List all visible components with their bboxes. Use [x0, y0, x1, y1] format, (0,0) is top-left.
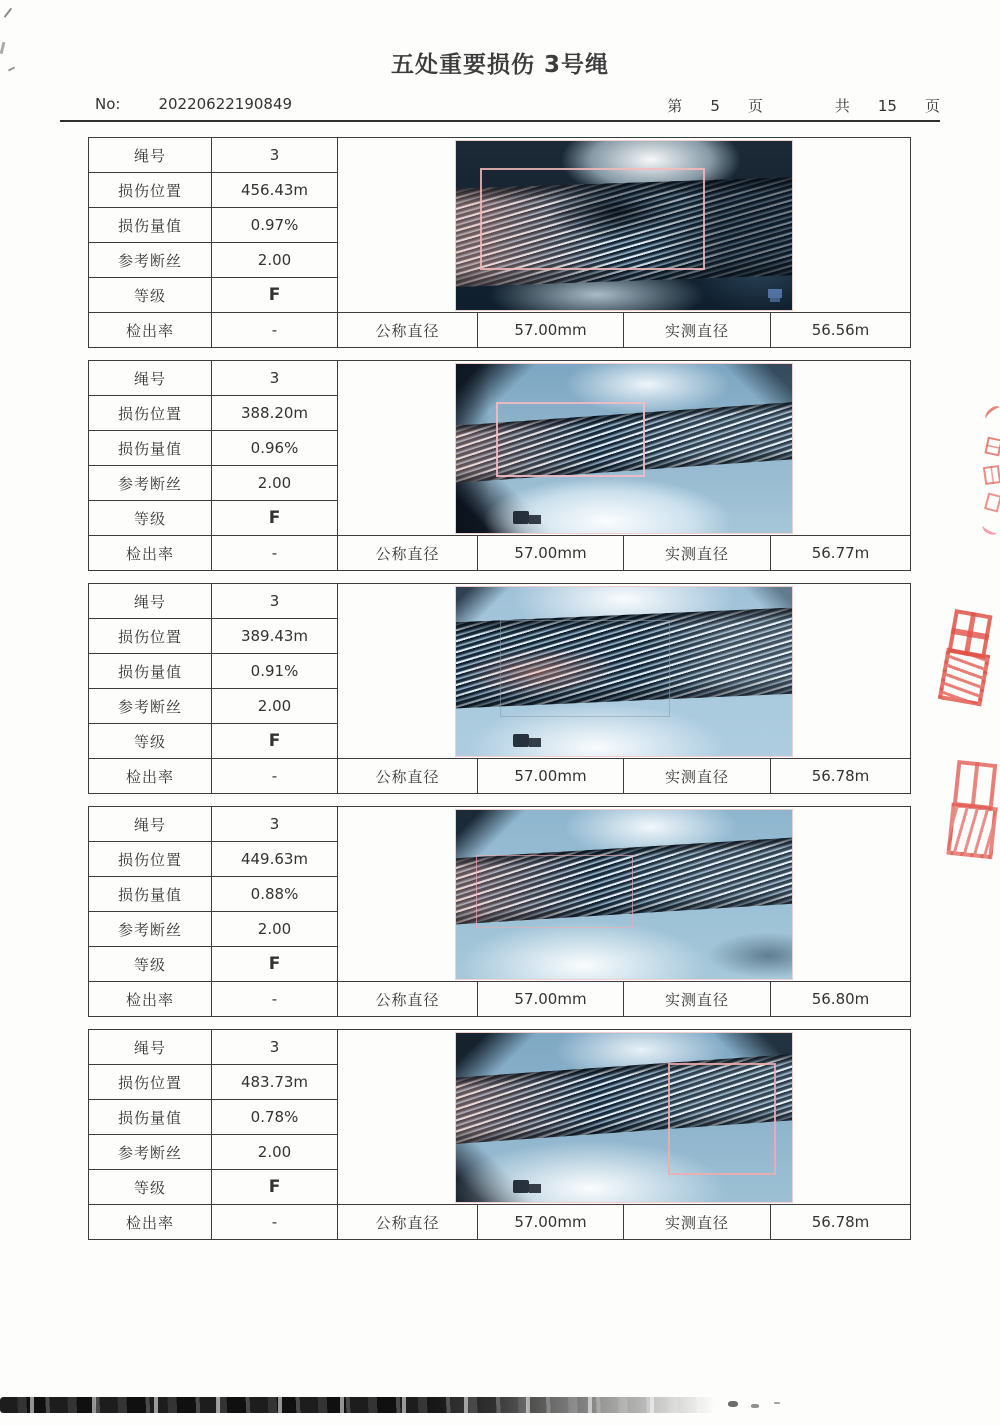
detection-rate-value: -	[212, 759, 338, 794]
measured-diameter-value: 56.80m	[771, 982, 911, 1017]
photo-smudge	[513, 511, 529, 524]
damage-table	[88, 806, 911, 1017]
page-word-ye2: 页	[924, 97, 940, 115]
damage-annotation-box	[496, 402, 644, 477]
damage-position-value: 456.43m	[212, 173, 338, 208]
damage-value-value: 0.96%	[212, 431, 338, 466]
rope-photo-cell	[338, 1030, 911, 1205]
damage-annotation-box	[476, 855, 633, 928]
damage-value-label: 损伤量值	[89, 431, 212, 466]
ref-broken-wires-value: 2.00	[212, 1135, 338, 1170]
nominal-diameter-label: 公称直径	[338, 536, 478, 571]
measured-diameter-value: 56.78m	[771, 759, 911, 794]
rope-photo	[455, 1032, 793, 1203]
rope-no-value: 3	[212, 138, 338, 173]
rope-photo	[455, 586, 793, 757]
ref-broken-wires-value: 2.00	[212, 689, 338, 724]
ref-broken-wires-value: 2.00	[212, 466, 338, 501]
rope-photo-cell	[338, 361, 911, 536]
measured-diameter-label: 实测直径	[624, 1205, 771, 1240]
measured-diameter-value: 56.56m	[771, 313, 911, 348]
damage-annotation-box	[668, 1063, 776, 1175]
rope-no-label: 绳号	[89, 361, 212, 396]
nominal-diameter-label: 公称直径	[338, 982, 478, 1017]
detection-rate-value: -	[212, 1205, 338, 1240]
damage-annotation-box	[500, 620, 670, 717]
damage-position-label: 损伤位置	[89, 842, 212, 877]
damage-position-value: 483.73m	[212, 1065, 338, 1100]
photo-smudge	[513, 734, 529, 747]
page-word-ye: 页	[747, 97, 763, 115]
page-total: 15	[877, 97, 897, 115]
damage-position-value: 449.63m	[212, 842, 338, 877]
red-stamp-fragment	[947, 609, 992, 659]
detection-rate-value: -	[212, 982, 338, 1017]
ref-broken-wires-label: 参考断丝	[89, 1135, 212, 1170]
detection-rate-value: -	[212, 313, 338, 348]
grade-value: F	[212, 947, 338, 982]
damage-record-2	[88, 360, 911, 571]
damage-position-value: 389.43m	[212, 619, 338, 654]
grade-value: F	[212, 501, 338, 536]
damage-record-3	[88, 583, 911, 794]
grade-label: 等级	[89, 501, 212, 536]
rope-photo-cell	[338, 584, 911, 759]
damage-value-value: 0.78%	[212, 1100, 338, 1135]
ref-broken-wires-value: 2.00	[212, 912, 338, 947]
damage-record-4	[88, 806, 911, 1017]
measured-diameter-label: 实测直径	[624, 982, 771, 1017]
detection-rate-label: 检出率	[89, 1205, 212, 1240]
nominal-diameter-value: 57.00mm	[478, 982, 624, 1017]
damage-value-label: 损伤量值	[89, 654, 212, 689]
nominal-diameter-label: 公称直径	[338, 759, 478, 794]
rope-no-label: 绳号	[89, 1030, 212, 1065]
red-stamp-fragment	[946, 803, 997, 860]
nominal-diameter-label: 公称直径	[338, 1205, 478, 1240]
damage-value-label: 损伤量值	[89, 1100, 212, 1135]
ref-broken-wires-label: 参考断丝	[89, 689, 212, 724]
damage-record-1	[88, 137, 911, 348]
document-header	[95, 95, 940, 116]
nominal-diameter-value: 57.00mm	[478, 313, 624, 348]
nominal-diameter-value: 57.00mm	[478, 759, 624, 794]
red-stamp-fragment	[953, 760, 998, 810]
red-stamp-fragment	[984, 492, 1000, 512]
damage-position-label: 损伤位置	[89, 173, 212, 208]
damage-table	[88, 583, 911, 794]
photo-smudge	[513, 1180, 529, 1193]
doc-number-value: 20220622190849	[158, 95, 293, 113]
damage-value-value: 0.97%	[212, 208, 338, 243]
rope-no-label: 绳号	[89, 138, 212, 173]
damage-value-value: 0.91%	[212, 654, 338, 689]
measured-diameter-value: 56.77m	[771, 536, 911, 571]
ref-broken-wires-label: 参考断丝	[89, 466, 212, 501]
damage-position-label: 损伤位置	[89, 396, 212, 431]
header-rule	[60, 120, 940, 122]
detection-rate-label: 检出率	[89, 982, 212, 1017]
measured-diameter-label: 实测直径	[624, 313, 771, 348]
nominal-diameter-label: 公称直径	[338, 313, 478, 348]
red-stamp-fragment	[984, 437, 1000, 457]
grade-label: 等级	[89, 724, 212, 759]
rope-no-label: 绳号	[89, 584, 212, 619]
page-title: 五处重要损伤 3号绳	[390, 52, 609, 78]
doc-number-group	[95, 95, 292, 116]
red-stamp-fragment	[983, 465, 1000, 485]
damage-position-label: 损伤位置	[89, 1065, 212, 1100]
damage-annotation-box	[480, 168, 706, 270]
ref-broken-wires-label: 参考断丝	[89, 912, 212, 947]
detection-rate-label: 检出率	[89, 759, 212, 794]
damage-table	[88, 1029, 911, 1240]
damage-position-value: 388.20m	[212, 396, 338, 431]
page-indicator	[667, 95, 940, 116]
detection-rate-label: 检出率	[89, 536, 212, 571]
ref-broken-wires-value: 2.00	[212, 243, 338, 278]
grade-value: F	[212, 278, 338, 313]
grade-label: 等级	[89, 1170, 212, 1205]
damage-position-label: 损伤位置	[89, 619, 212, 654]
page-word-di: 第	[667, 97, 683, 115]
grade-label: 等级	[89, 947, 212, 982]
rope-photo-cell	[338, 807, 911, 982]
damage-table	[88, 137, 911, 348]
red-stamp-fragment	[981, 521, 1000, 537]
rope-photo	[455, 809, 793, 980]
rope-no-value: 3	[212, 361, 338, 396]
damage-table	[88, 360, 911, 571]
red-stamp-fragment	[982, 404, 1000, 423]
grade-label: 等级	[89, 278, 212, 313]
measured-diameter-label: 实测直径	[624, 759, 771, 794]
page-number: 5	[710, 97, 720, 115]
doc-number-label: No:	[95, 95, 121, 113]
scan-edge-specks	[728, 1401, 738, 1407]
rope-no-value: 3	[212, 584, 338, 619]
damage-value-label: 损伤量值	[89, 208, 212, 243]
rope-no-label: 绳号	[89, 807, 212, 842]
grade-value: F	[212, 724, 338, 759]
rope-no-value: 3	[212, 807, 338, 842]
ref-broken-wires-label: 参考断丝	[89, 243, 212, 278]
rope-photo	[455, 140, 793, 311]
nominal-diameter-value: 57.00mm	[478, 1205, 624, 1240]
rope-photo	[455, 363, 793, 534]
scan-edge-artifact	[0, 1397, 716, 1413]
scan-speck	[4, 8, 19, 23]
damage-record-5	[88, 1029, 911, 1240]
detection-rate-label: 检出率	[89, 313, 212, 348]
detection-rate-value: -	[212, 536, 338, 571]
damage-value-value: 0.88%	[212, 877, 338, 912]
red-stamp-fragment	[938, 648, 990, 707]
rope-no-value: 3	[212, 1030, 338, 1065]
grade-value: F	[212, 1170, 338, 1205]
nominal-diameter-value: 57.00mm	[478, 536, 624, 571]
measured-diameter-value: 56.78m	[771, 1205, 911, 1240]
damage-records	[88, 137, 911, 1252]
rope-photo-cell	[338, 138, 911, 313]
measured-diameter-label: 实测直径	[624, 536, 771, 571]
photo-watermark	[768, 289, 782, 298]
damage-value-label: 损伤量值	[89, 877, 212, 912]
page-word-gong: 共	[834, 97, 850, 115]
